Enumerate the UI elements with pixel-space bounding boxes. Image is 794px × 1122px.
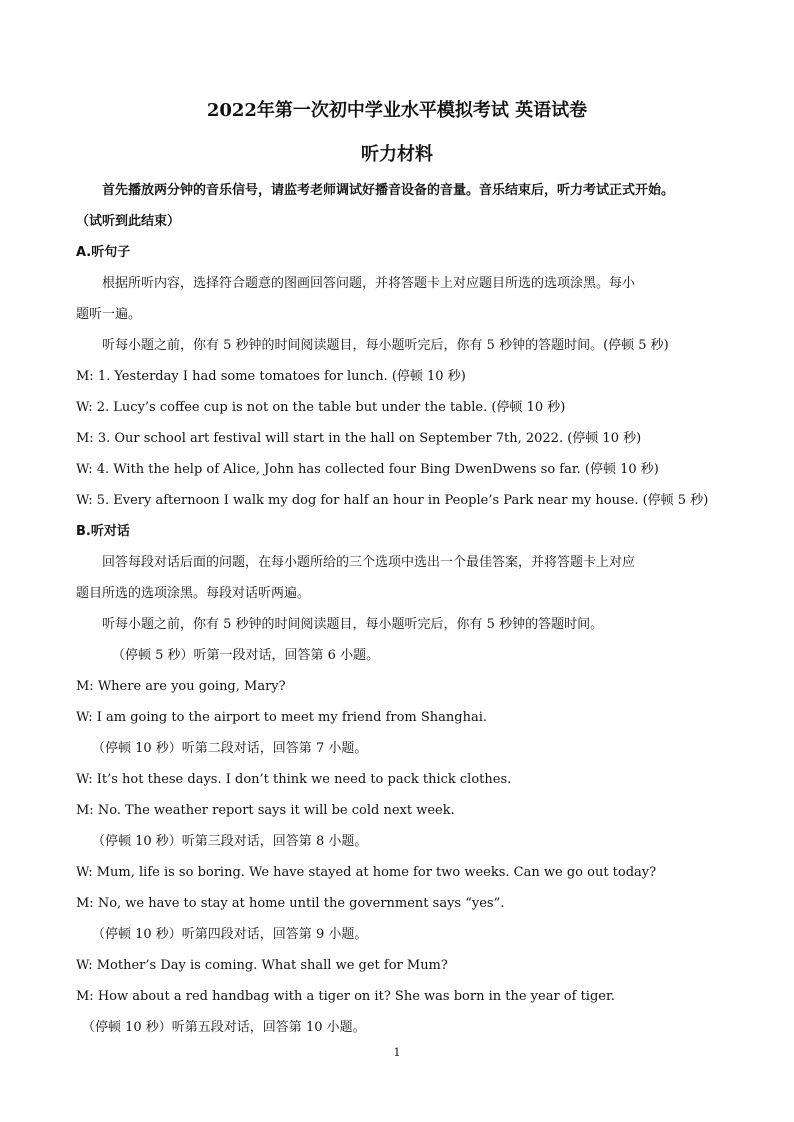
section-b-heading: B.听对话 (76, 524, 130, 539)
section-b-instruction-1: 回答每段对话后面的问题，在每小题所给的三个选项中选出一个最佳答案，并将答题卡上对应 (102, 555, 636, 570)
section-b-instruction-2: 题目所选的选项涂黑。每段对话听两遍。 (76, 586, 311, 601)
page-number: 1 (393, 1046, 401, 1059)
dialogue-7-line-1: W: It’s hot these days. I don’t think we need to pack thick clothes. (76, 772, 512, 787)
section-a-heading: A.听句子 (76, 245, 131, 260)
cue-question-8: （停顿 10 秒）听第三段对话，回答第 8 小题。 (92, 834, 368, 849)
dialogue-9-line-1: W: Mother’s Day is coming. What shall we get for Mum? (76, 958, 448, 973)
dialogue-8-line-1: W: Mum, life is so boring. We have stayed at home for two weeks. Can we go out today? (76, 865, 657, 880)
section-a-instruction-1: 根据所听内容，选择符合题意的图画回答问题，并将答题卡上对应题目所选的选项涂黑。每小 (102, 276, 636, 291)
intro-line-1: 首先播放两分钟的音乐信号，请监考老师调试好播音设备的音量。音乐结束后，听力考试正式开始。 (102, 183, 675, 198)
dialogue-7-line-2: M: No. The weather report says it will be cold next week. (76, 803, 455, 818)
cue-question-10: （停顿 10 秒）听第五段对话，回答第 10 小题。 (82, 1020, 366, 1035)
page-title: 2022年第一次初中学业水平模拟考试 英语试卷 (206, 100, 588, 121)
section-a-item-3: M: 3. Our school art festival will start in the hall on September 7th, 2022. (停顿 10 秒) (76, 431, 642, 446)
section-a-item-4: W: 4. With the help of Alice, John has collected four Bing DwenDwens so far. (停顿 10 秒) (76, 462, 659, 477)
section-a-item-1: M: 1. Yesterday I had some tomatoes for lunch. (停顿 10 秒) (76, 369, 466, 384)
section-a-instruction-2: 题听一遍。 (76, 307, 142, 322)
dialogue-8-line-2: M: No, we have to stay at home until the government says “yes”. (76, 896, 505, 911)
intro-line-2: （试听到此结束） (76, 214, 181, 229)
section-a-instruction-3: 听每小题之前，你有 5 秒钟的时间阅读题目，每小题听完后，你有 5 秒钟的答题时间。(停顿 5 秒) (102, 338, 669, 353)
cue-question-6: （停顿 5 秒）听第一段对话，回答第 6 小题。 (112, 648, 380, 663)
section-a-item-5: W: 5. Every afternoon I walk my dog for half an hour in People’s Park near my house. (停顿 5 秒) (76, 493, 709, 508)
dialogue-6-line-1: M: Where are you going, Mary? (76, 679, 286, 694)
cue-question-7: （停顿 10 秒）听第二段对话，回答第 7 小题。 (92, 741, 368, 756)
dialogue-9-line-2: M: How about a red handbag with a tiger on it? She was born in the year of tiger. (76, 989, 615, 1004)
section-b-instruction-3: 听每小题之前，你有 5 秒钟的时间阅读题目，每小题听完后，你有 5 秒钟的答题时间。 (102, 617, 604, 632)
section-a-item-2: W: 2. Lucy’s coffee cup is not on the table but under the table. (停顿 10 秒) (76, 400, 566, 415)
dialogue-6-line-2: W: I am going to the airport to meet my friend from Shanghai. (76, 710, 488, 725)
document-body (76, 175, 722, 1043)
page-subtitle: 听力材料 (361, 144, 433, 165)
cue-question-9: （停顿 10 秒）听第四段对话，回答第 9 小题。 (92, 927, 368, 942)
